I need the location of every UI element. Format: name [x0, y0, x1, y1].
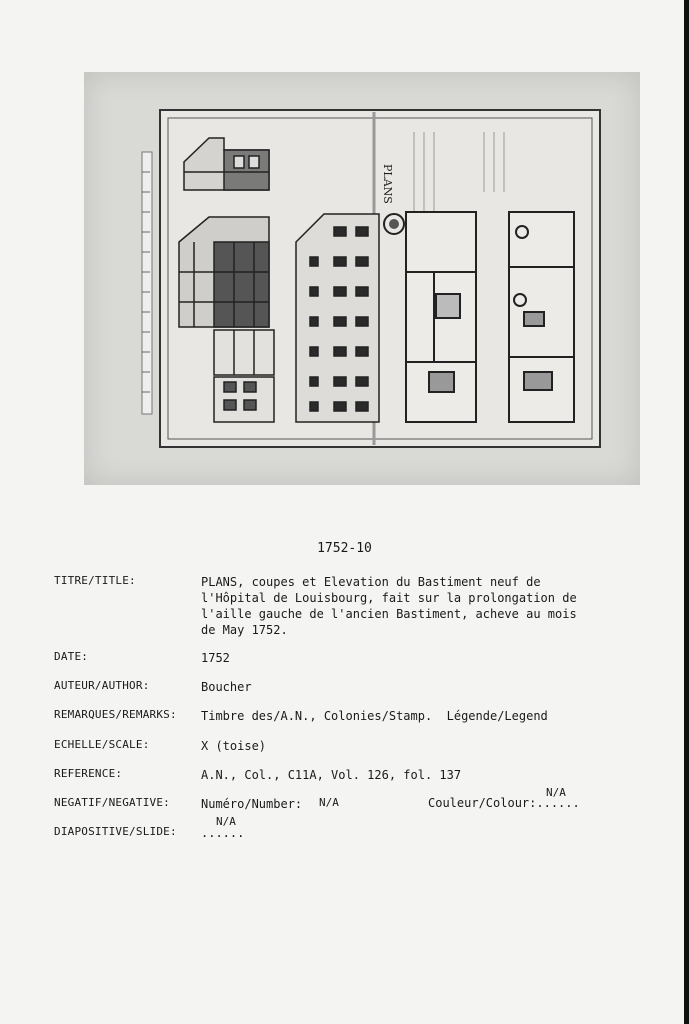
slide-value: ......: [201, 826, 245, 840]
title-line: de May 1752.: [201, 623, 288, 637]
slide-value-note: N/A: [216, 815, 236, 828]
author-value: Boucher: [201, 680, 252, 694]
title-line: l'aille gauche de l'ancien Bastiment, acheve au mois: [201, 607, 577, 621]
scale-value: X (toise): [201, 739, 267, 753]
page-edge: [684, 0, 689, 1024]
reference-value: A.N., Col., C11A, Vol. 126, fol. 137: [201, 768, 462, 782]
title-value: [201, 574, 591, 638]
author-label: AUTEUR/AUTHOR:: [54, 679, 150, 692]
negative-number-label: Numéro/Number:: [201, 797, 303, 811]
negative-number-value: N/A: [319, 796, 339, 809]
date-value: 1752: [201, 651, 230, 665]
title-line: l'Hôpital de Louisbourg, fait sur la prolongation de: [201, 591, 577, 605]
architectural-plan-drawing: [84, 72, 640, 485]
document-number: 1752-10: [317, 541, 372, 556]
negative-label: NEGATIF/NEGATIVE:: [54, 796, 170, 809]
remarks-label: REMARQUES/REMARKS:: [54, 708, 177, 721]
reference-label: REFERENCE:: [54, 767, 123, 780]
date-label: DATE:: [54, 650, 89, 663]
plan-photograph: [84, 72, 640, 485]
title-line: PLANS, coupes et Elevation du Bastiment neuf de: [201, 575, 541, 589]
title-label: TITRE/TITLE:: [54, 574, 136, 587]
remarks-value: Timbre des/A.N., Colonies/Stamp. Légende/Legend: [201, 709, 548, 723]
scale-label: ECHELLE/SCALE:: [54, 738, 150, 751]
negative-colour-value: N/A: [546, 786, 566, 799]
plan-heading: PLANS: [381, 164, 394, 204]
slide-label: DIAPOSITIVE/SLIDE:: [54, 825, 177, 838]
negative-colour-label: Couleur/Colour:......: [428, 796, 580, 810]
